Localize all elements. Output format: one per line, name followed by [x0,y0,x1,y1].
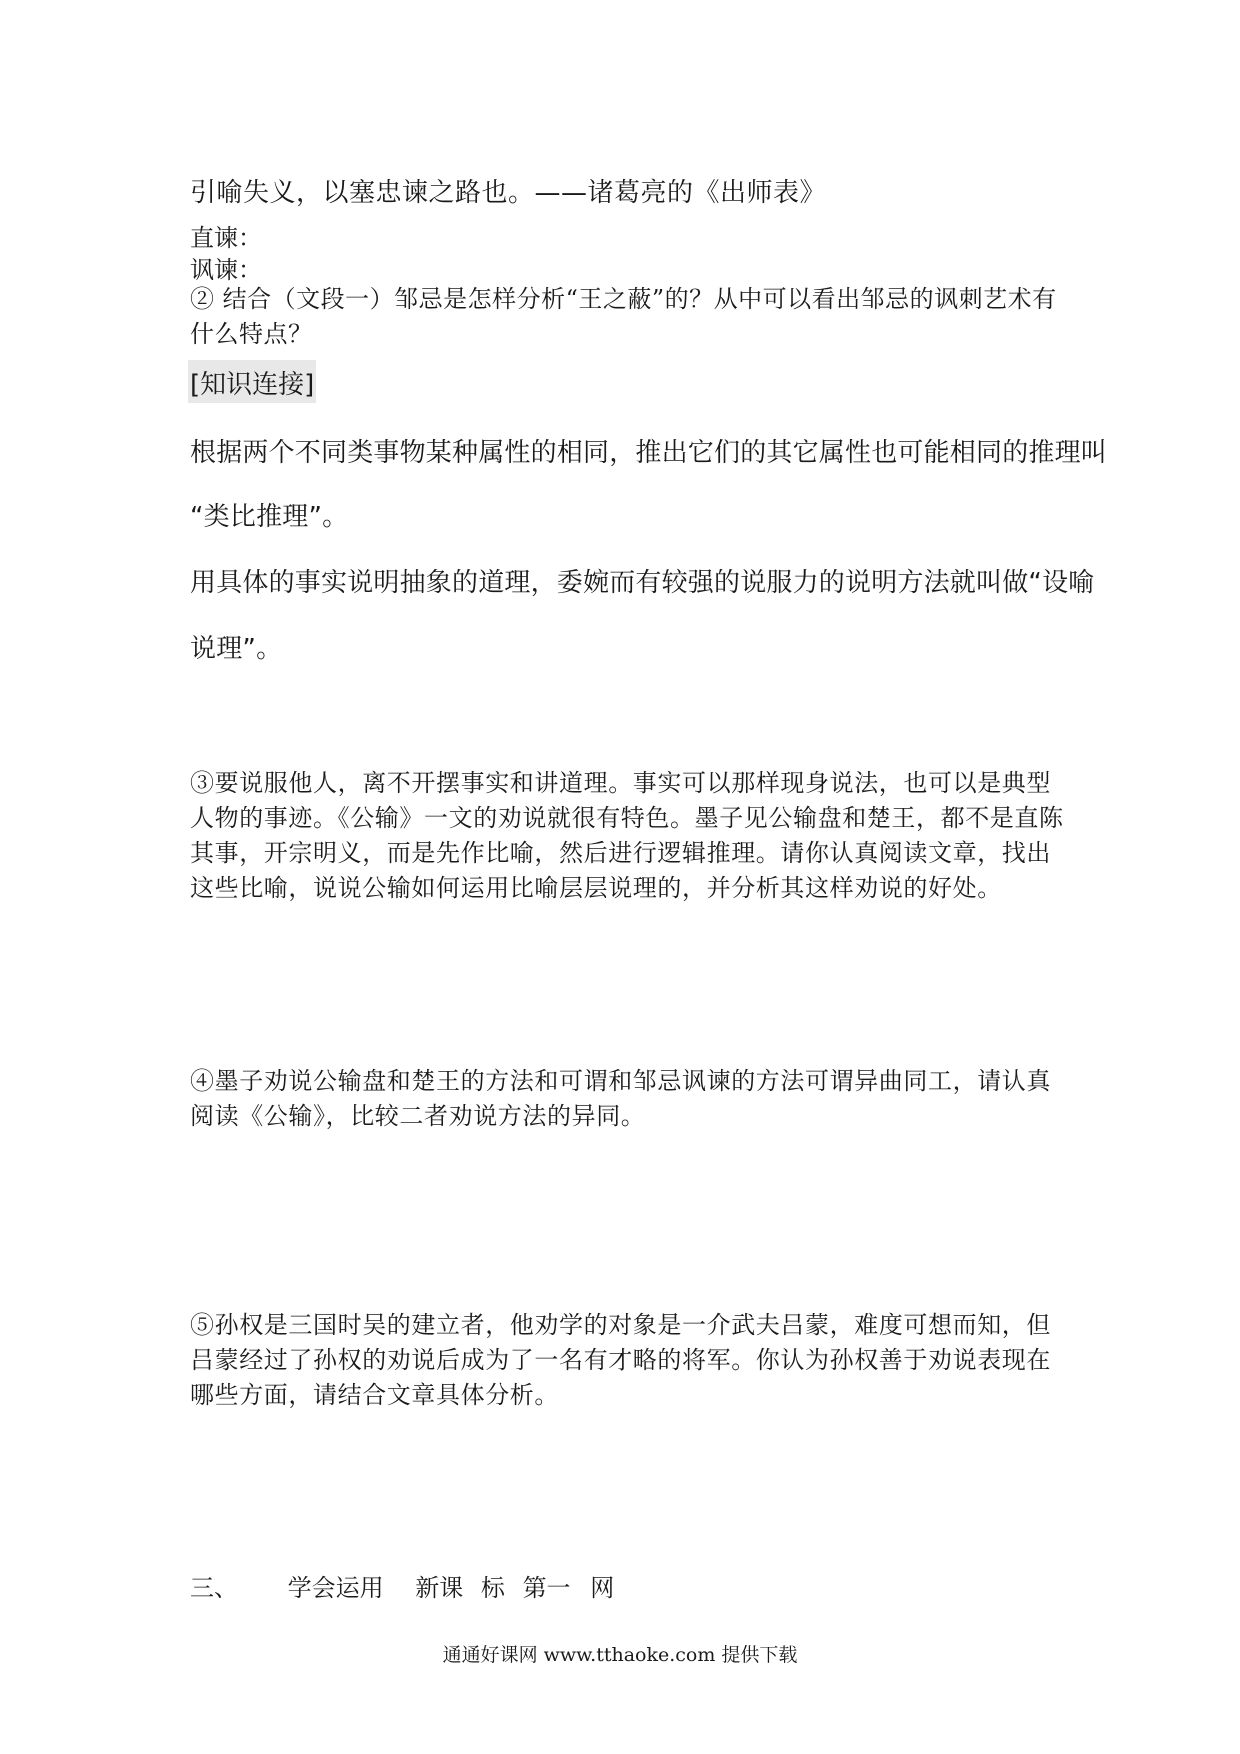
direct-remonstrance-label: 直谏： [190,224,262,252]
footer-credit: 通通好课网 www.tthaoke.com 提供下载 [442,1644,798,1666]
section-tail-2: 标 [480,1574,505,1602]
section-tail-3: 第一 [522,1574,571,1602]
definition-metaphor-line-1: 用具体的事实说明抽象的道理，委婉而有较强的说服力的说明方法就叫做“设喻 [190,568,1095,598]
question-5: ⑤孙权是三国时吴的建立者，他劝学的对象是一介武夫吕蒙，难度可想而知，但吕蒙经过了孙权的劝说后成为了一名有才略的将军。你认为孙权善于劝说表现在哪些方面，请结合文章具体分析。 [190,1311,1051,1409]
definition-analogy-line-2: “类比推理”。 [190,502,349,532]
indirect-remonstrance-label: 讽谏： [190,256,262,284]
knowledge-header: [知识连接] [188,360,316,403]
question-4: ④墨子劝说公输盘和楚王的方法和可谓和邹忌讽谏的方法可谓异曲同工，请认真阅读《公输》，比较二者劝说方法的异同。 [190,1067,1051,1130]
definition-metaphor-line-2: 说理”。 [190,634,283,664]
section-number: 三、 [190,1574,238,1602]
quote-line: 引喻失义，以塞忠谏之路也。——诸葛亮的《出师表》 [190,178,827,208]
section-three-heading [190,1568,614,1603]
question-2: ② 结合（文段一）邹忌是怎样分析“王之蔽”的？从中可以看出邹忌的讽刺艺术有什么特点？ [190,285,1057,348]
question-3: ③要说服他人，离不开摆事实和讲道理。事实可以那样现身说法，也可以是典型人物的事迹。《公输》一文的劝说就很有特色。墨子见公输盘和楚王，都不是直陈其事，开宗明义，而是先作比喻，然后进行逻辑推理。请你认真阅读文章，找出这些比喻，说说公输如何运用比喻层层说理的，并分析其这样劝说的好处。 [190,769,1064,902]
section-tail-1: 新课 [415,1574,464,1602]
section-title: 学会运用 [287,1574,384,1602]
definition-analogy-line-1: 根据两个不同类事物某种属性的相同，推出它们的其它属性也可能相同的推理叫 [190,438,1108,468]
section-tail-4: 网 [590,1574,615,1602]
